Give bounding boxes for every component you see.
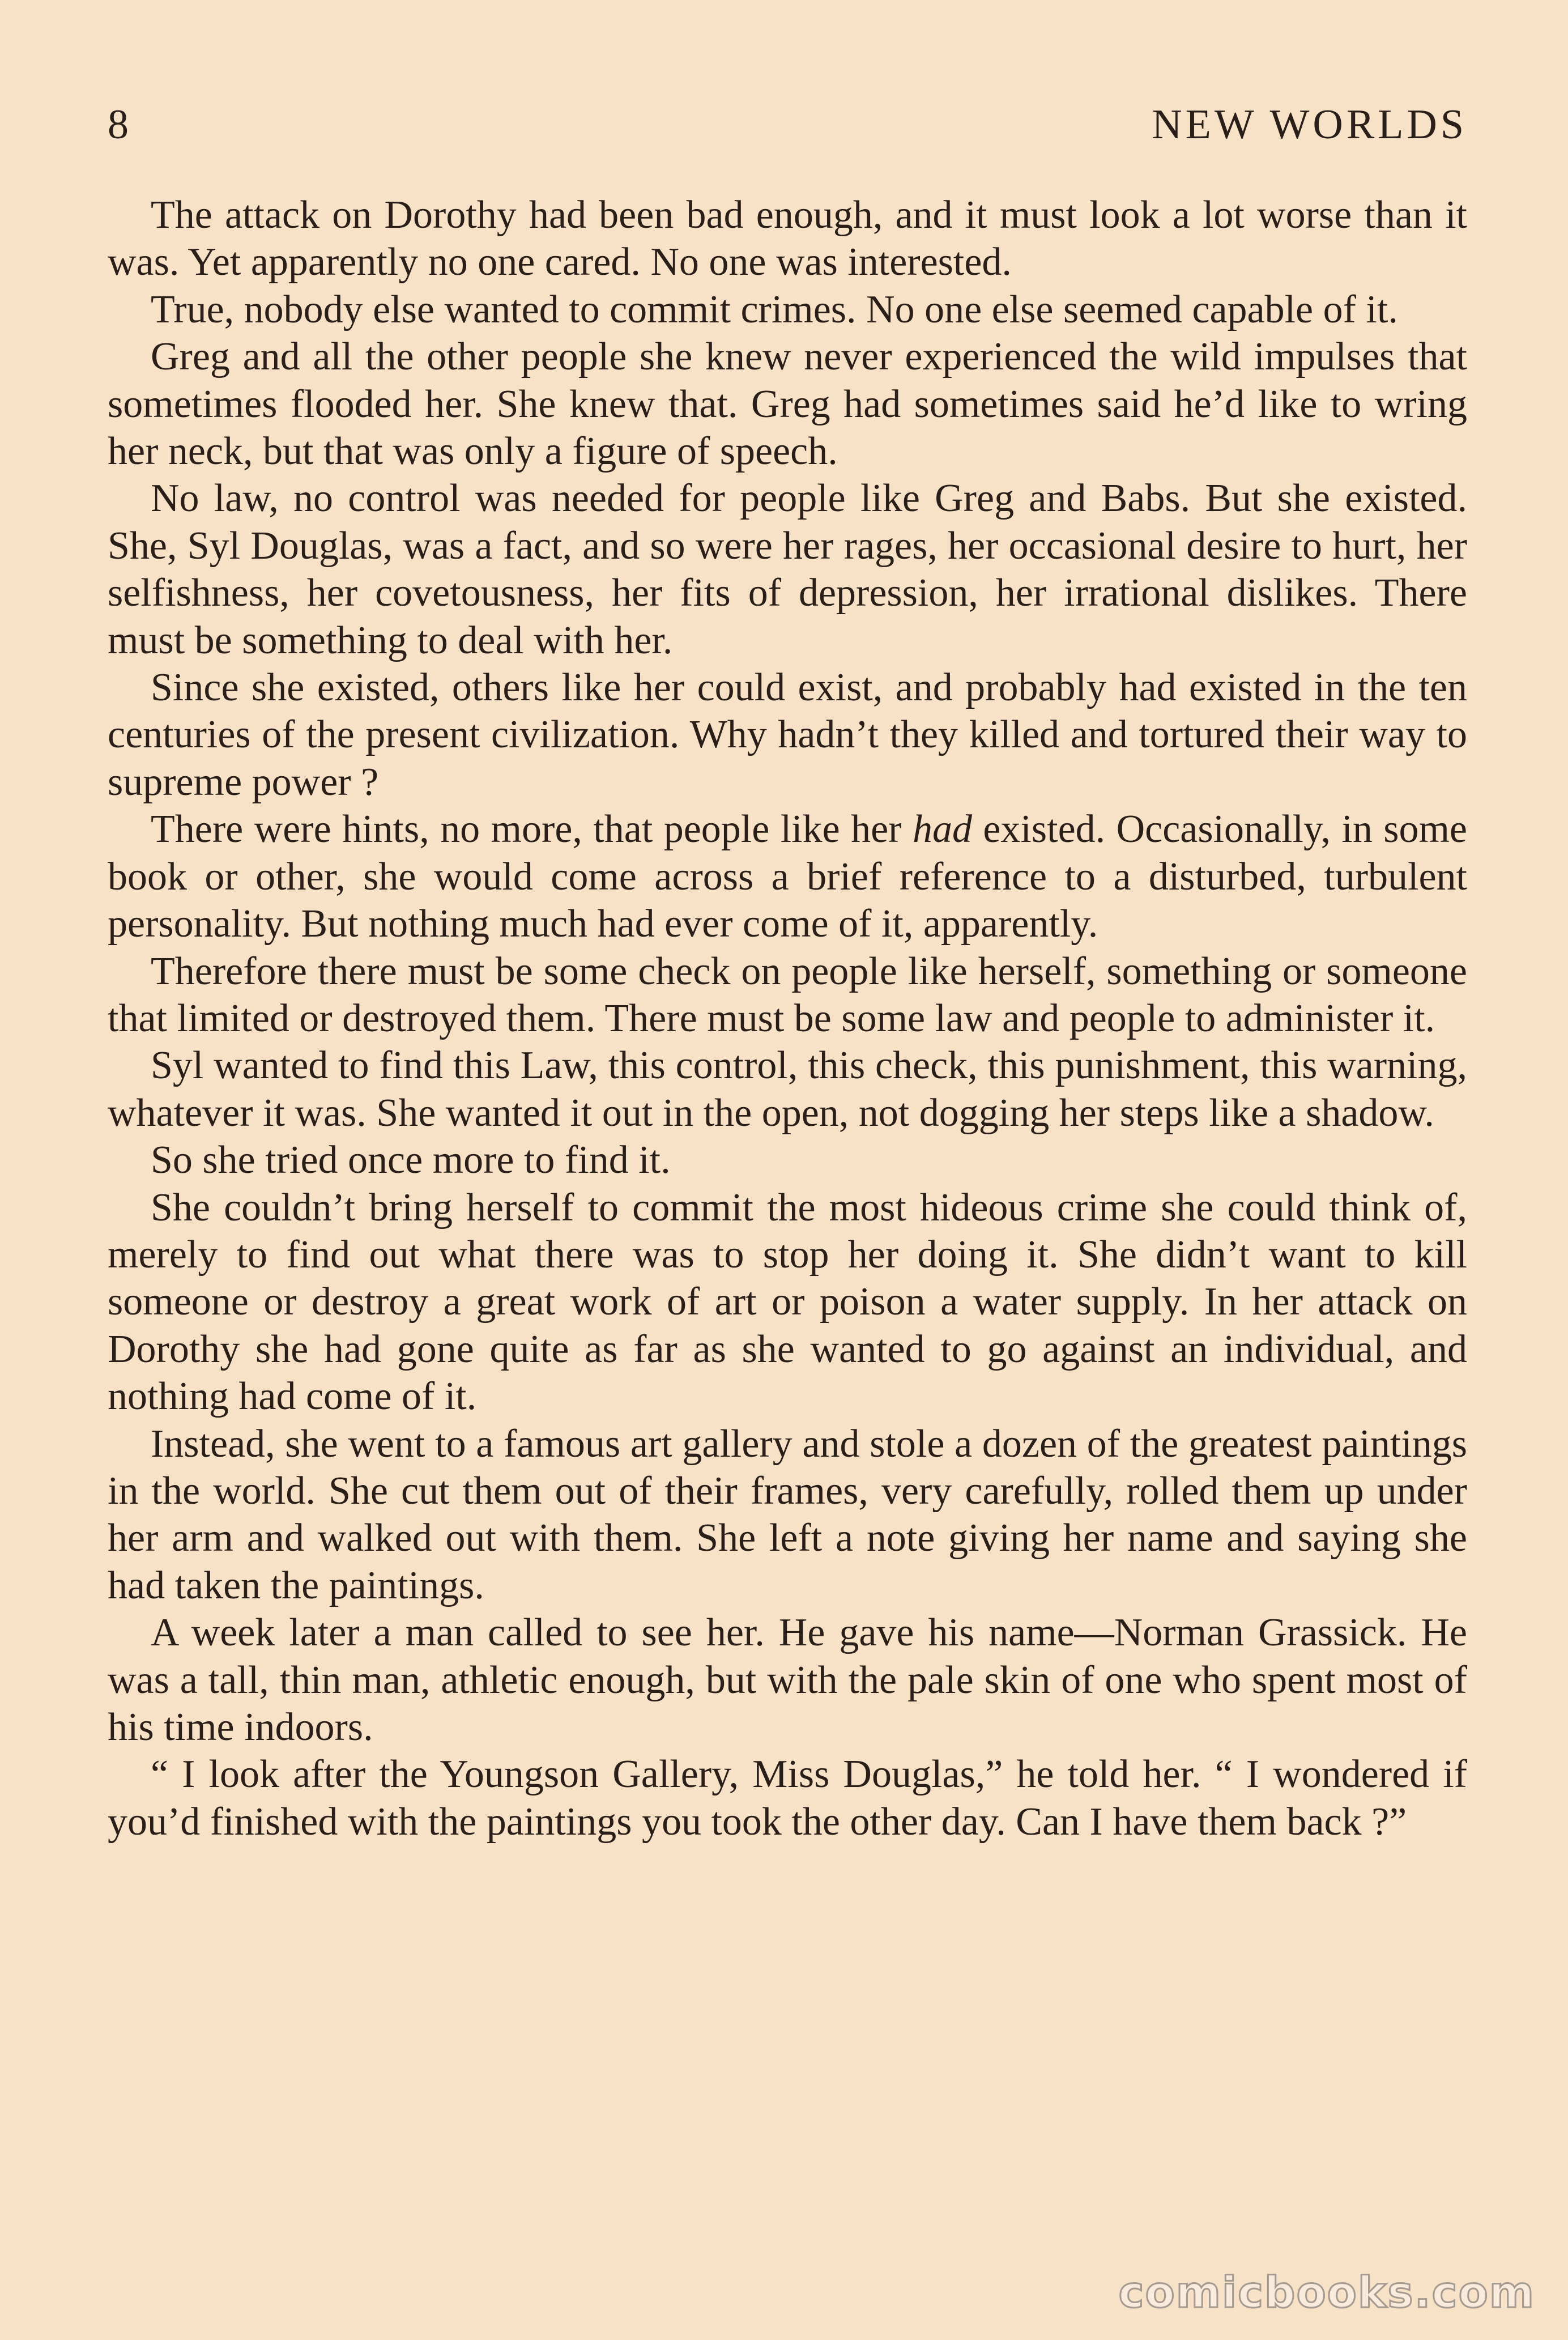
watermark: comicbooks.com [1118, 2267, 1535, 2317]
body-text [108, 192, 1467, 1845]
page-header [108, 101, 1467, 149]
paragraph [108, 806, 1467, 947]
paragraph: She couldn’t bring herself to commit the most hideous crime she could think of, merely to find out what there was to stop her doing it. She didn’t want to kill someone or destroy a great work of art or poison a water supply. In her attack on Dorothy she had gone quite as far as she wanted to go against an individual, and nothing had come of it. [108, 1185, 1467, 1419]
paragraph: Instead, she went to a famous art gallery and stole a dozen of the greatest paintings in the world. She cut them out of their frames, very carefully, rolled them up under her arm and walked out with them. She left a note giving her name and saying she had taken the paintings. [108, 1422, 1467, 1607]
paragraph: Since she existed, others like her could exist, and probably had existed in the ten centuries of the present civilization. Why hadn’t they killed and tortured their way to supreme power ? [108, 666, 1467, 804]
paragraph: Greg and all the other people she knew never experienced the wild impulses that sometimes flooded her. She knew that. Greg had sometimes said he’d like to wring her neck, but that was only a figure of speech. [108, 335, 1467, 474]
paragraph: True, nobody else wanted to commit crimes. No one else seemed capable of it. [151, 287, 1398, 331]
paragraph: No law, no control was needed for people like Greg and Babs. But she existed. She, Syl Douglas, was a fact, and so were her rages, her occasional desire to hurt, her selfishness, her covetousness, her fits of depression, her irrational dislikes. There must be something to deal with her. [108, 476, 1467, 662]
text-run: existed. Occasionally, in some book or other, she would come across a brief reference to a disturbed, turbulent personality. But nothing much had ever come of it, apparently. [108, 807, 1468, 946]
paragraph: So she tried once more to find it. [151, 1138, 671, 1182]
paragraph: A week later a man called to see her. He gave his name—Norman Grassick. He was a tall, thin man, athletic enough, but with the pale skin of one who spent most of his time indoors. [108, 1611, 1467, 1749]
paragraph: Therefore there must be some check on people like herself, something or someone that limited or destroyed them. There must be some law and people to administer it. [108, 949, 1467, 1040]
emphasis-text: had [912, 807, 972, 852]
paragraph: The attack on Dorothy had been bad enough, and it must look a lot worse than it was. Yet apparently no one cared. No one was interested. [108, 193, 1467, 284]
page-number: 8 [108, 101, 130, 148]
running-title: NEW WORLDS [1152, 101, 1467, 148]
text-run: There were hints, no more, that people like her [151, 807, 913, 852]
paragraph: Syl wanted to find this Law, this control, this check, this punishment, this warning, whatever it was. She wanted it out in the open, not dogging her steps like a shadow. [108, 1044, 1467, 1135]
paragraph: “ I look after the Youngson Gallery, Miss Douglas,” he told her. “ I wondered if you’d finished with the paintings you took the other day. Can I have them back ?” [108, 1752, 1467, 1844]
